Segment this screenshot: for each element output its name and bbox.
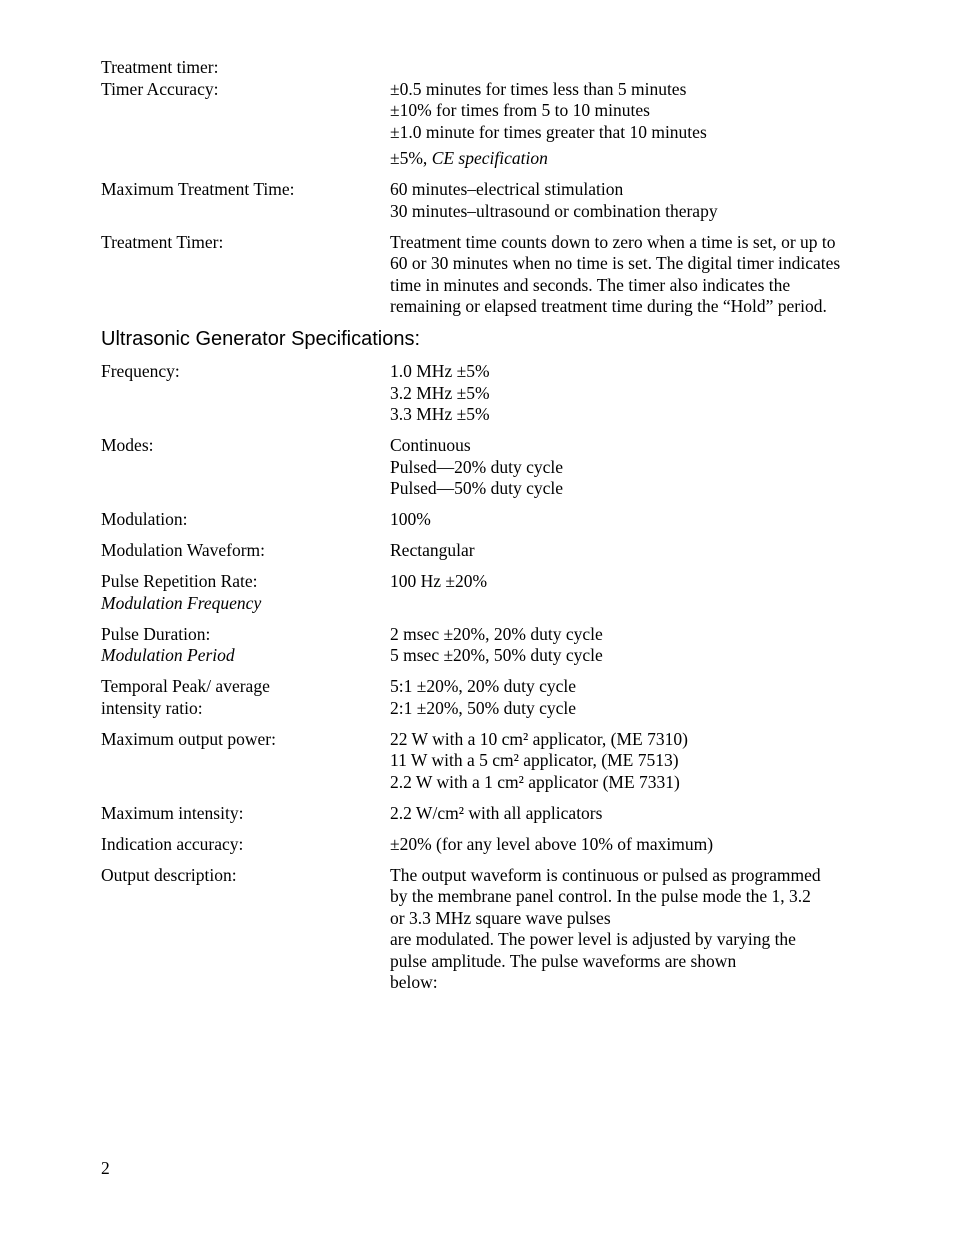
spec-value: 100 Hz ±20%	[390, 571, 488, 591]
spec-row-frequency	[101, 361, 861, 426]
spec-row-modes	[101, 435, 861, 500]
spec-row-max-intensity	[101, 803, 861, 825]
spec-value: Pulsed—50% duty cycle	[390, 478, 564, 498]
spec-row-max-treatment-time	[101, 179, 861, 222]
spec-value: Pulsed—20% duty cycle	[390, 456, 564, 477]
spec-paragraph-line: The output waveform is continuous or pulsed as programmed	[390, 864, 821, 885]
spec-paragraph-line: or 3.3 MHz square wave pulses	[390, 907, 611, 928]
spec-label: Modulation:	[101, 509, 188, 529]
spec-value: 60 minutes–electrical stimulation	[390, 179, 624, 199]
ce-value: ±5%,	[390, 148, 432, 168]
spec-value: ±20% (for any level above 10% of maximum)	[390, 833, 714, 854]
spec-value: 100%	[390, 509, 431, 529]
spec-sublabel: Modulation Period	[101, 645, 235, 665]
spec-value: 5:1 ±20%, 20% duty cycle	[390, 676, 577, 696]
spec-label: Modulation Waveform:	[101, 540, 266, 560]
spec-label: intensity ratio:	[101, 697, 203, 718]
spec-value: Continuous	[390, 435, 471, 455]
spec-label: Indication accuracy:	[101, 833, 244, 854]
ce-specification-note: CE specification	[431, 148, 548, 168]
spec-page	[101, 57, 861, 1003]
section-title-treatment-timer: Treatment timer:	[101, 57, 219, 77]
spec-paragraph-line: pulse amplitude. The pulse waveforms are shown	[390, 950, 737, 971]
spec-value: 2.2 W/cm² with all applicators	[390, 802, 603, 823]
spec-value: 2:1 ±20%, 50% duty cycle	[390, 697, 577, 718]
spec-value: 30 minutes–ultrasound or combination therapy	[390, 200, 718, 221]
spec-row-output-description	[101, 865, 861, 994]
spec-value: ±0.5 minutes for times less than 5 minutes	[390, 78, 687, 99]
spec-value: 3.2 MHz ±5%	[390, 382, 490, 403]
spec-row-treatment-timer	[101, 232, 861, 318]
spec-row-modulation-waveform	[101, 540, 861, 562]
spec-value: Rectangular	[390, 540, 475, 560]
spec-label: Output description:	[101, 864, 237, 885]
spec-value: 22 W with a 10 cm² applicator, (ME 7310)	[390, 728, 688, 749]
ultrasonic-section	[101, 327, 861, 994]
spec-value: 1.0 MHz ±5%	[390, 361, 490, 381]
spec-value: 2 msec ±20%, 20% duty cycle	[390, 623, 603, 644]
spec-value: ±10% for times from 5 to 10 minutes	[390, 100, 650, 120]
spec-label: Modes:	[101, 435, 154, 455]
spec-paragraph-line: below:	[390, 972, 438, 992]
spec-label: Temporal Peak/ average	[101, 676, 270, 696]
timer-section	[101, 57, 861, 318]
spec-row-max-output-power	[101, 729, 861, 794]
spec-row-indication-accuracy	[101, 834, 861, 856]
spec-row-pulse-repetition-rate	[101, 571, 861, 614]
spec-row-pulse-duration	[101, 624, 861, 667]
spec-label: Maximum output power:	[101, 728, 276, 749]
spec-value: 11 W with a 5 cm² applicator, (ME 7513)	[390, 750, 679, 770]
spec-paragraph-line: are modulated. The power level is adjusted by varying the	[390, 929, 796, 949]
spec-label: Maximum Treatment Time:	[101, 179, 295, 199]
section-heading: Ultrasonic Generator Specifications:	[101, 328, 421, 350]
spec-label: Maximum intensity:	[101, 802, 244, 823]
spec-row-modulation	[101, 509, 861, 531]
spec-value: 5 msec ±20%, 50% duty cycle	[390, 645, 603, 665]
spec-paragraph-line: by the membrane panel control. In the pulse mode the 1, 3.2	[390, 886, 811, 906]
spec-value: 3.3 MHz ±5%	[390, 404, 490, 424]
spec-sublabel: Modulation Frequency	[101, 592, 262, 613]
spec-label: Pulse Duration:	[101, 623, 211, 644]
spec-row-temporal-peak	[101, 676, 861, 719]
spec-row-timer-accuracy	[101, 79, 861, 170]
spec-label: Pulse Repetition Rate:	[101, 571, 258, 591]
spec-label: Treatment Timer:	[101, 231, 224, 252]
spec-label: Timer Accuracy:	[101, 78, 219, 99]
spec-label: Frequency:	[101, 361, 180, 381]
spec-value: ±1.0 minute for times greater that 10 minutes	[390, 121, 707, 142]
spec-value-ce	[390, 148, 852, 170]
spec-value: 2.2 W with a 1 cm² applicator (ME 7331)	[390, 771, 680, 792]
spec-paragraph: Treatment time counts down to zero when a time is set, or up to 60 or 30 minutes when no time is set. The digital timer indicates time in minutes and seconds. The timer also indicates the remaining or elapsed treatment time during the “Hold” period.	[390, 231, 841, 316]
page-number: 2	[101, 1158, 110, 1178]
